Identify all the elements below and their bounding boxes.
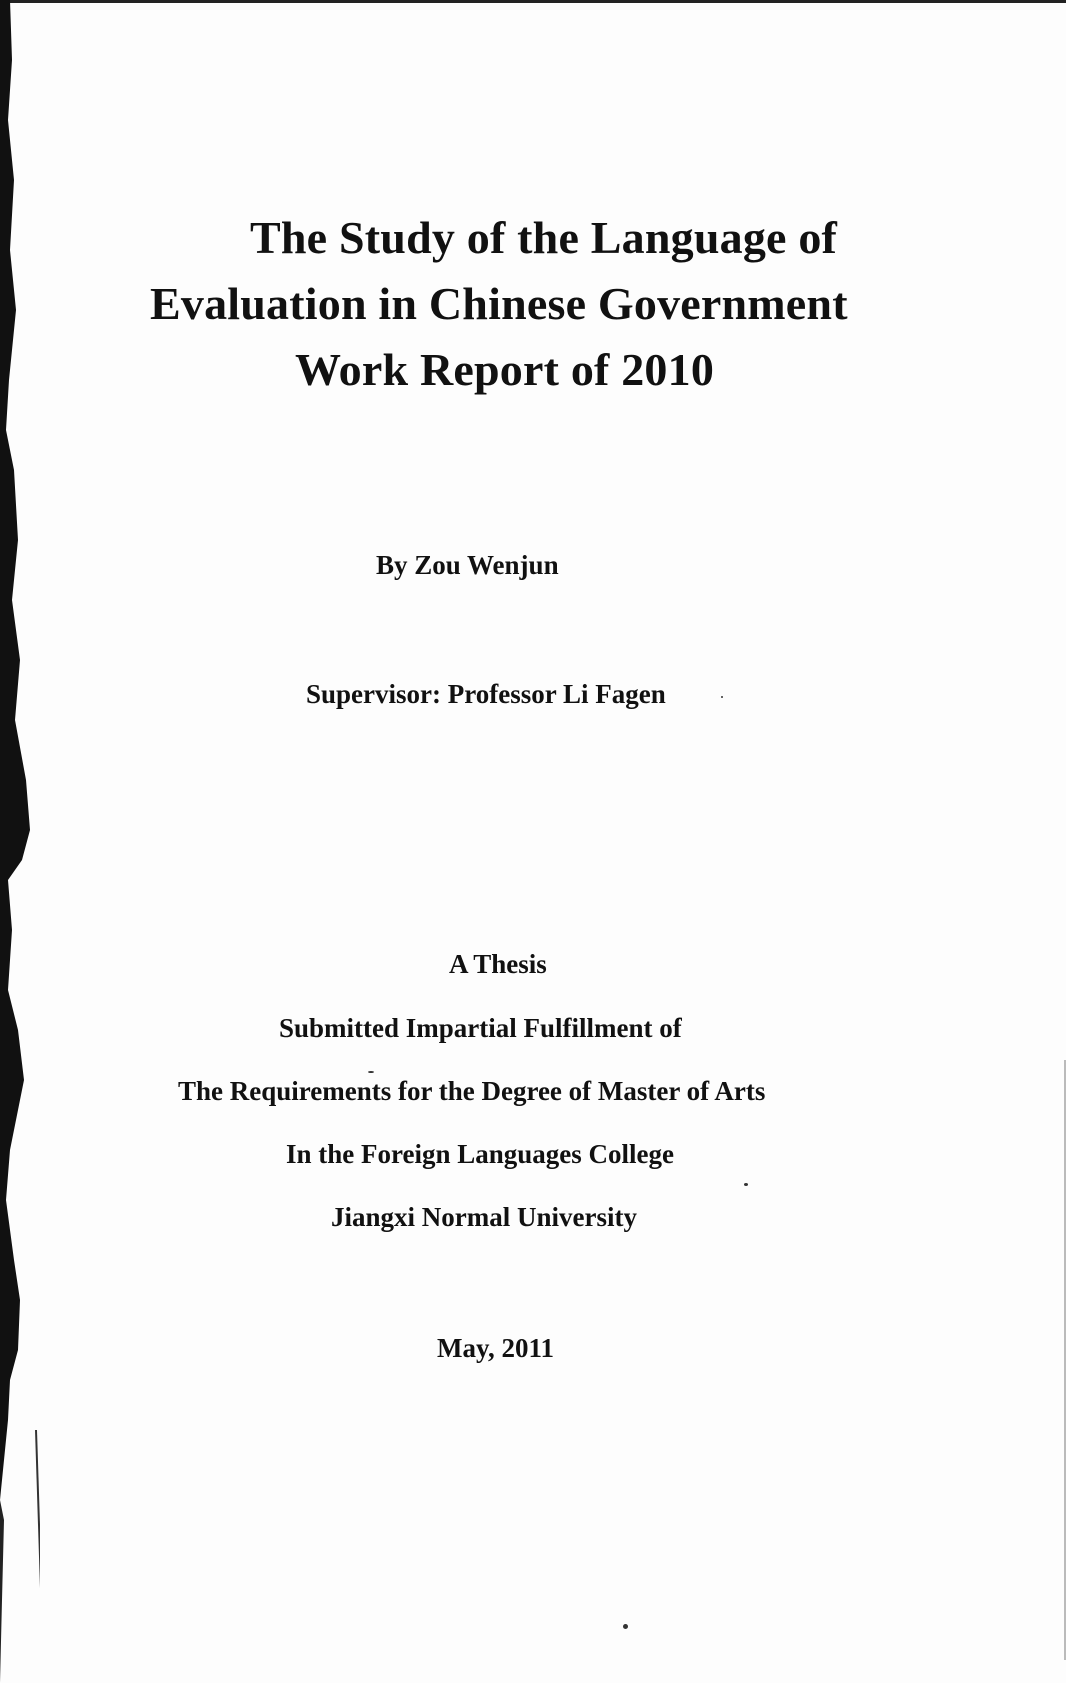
thesis-label: A Thesis (449, 949, 547, 979)
scan-speck (623, 1624, 628, 1629)
supervisor-line: Supervisor: Professor Li Fagen (306, 679, 666, 709)
title-line-1: The Study of the Language of (250, 212, 838, 263)
college-line: In the Foreign Languages College (286, 1139, 675, 1169)
scan-left-edge (0, 0, 40, 1683)
scan-speck (721, 696, 723, 698)
university-line: Jiangxi Normal University (331, 1202, 637, 1232)
author-line: By Zou Wenjun (376, 550, 559, 580)
degree-requirements-line: The Requirements for the Degree of Master of Arts (178, 1076, 766, 1106)
thesis-title (150, 205, 880, 403)
submission-date: May, 2011 (437, 1333, 555, 1363)
title-line-2: Evaluation in Chinese Government (150, 278, 848, 329)
scan-top-edge (0, 0, 1066, 3)
submission-line: Submitted Impartial Fulfillment of (279, 1013, 682, 1043)
scan-speck (368, 1071, 374, 1073)
scan-speck (744, 1183, 748, 1186)
title-line-3: Work Report of 2010 (295, 344, 715, 395)
